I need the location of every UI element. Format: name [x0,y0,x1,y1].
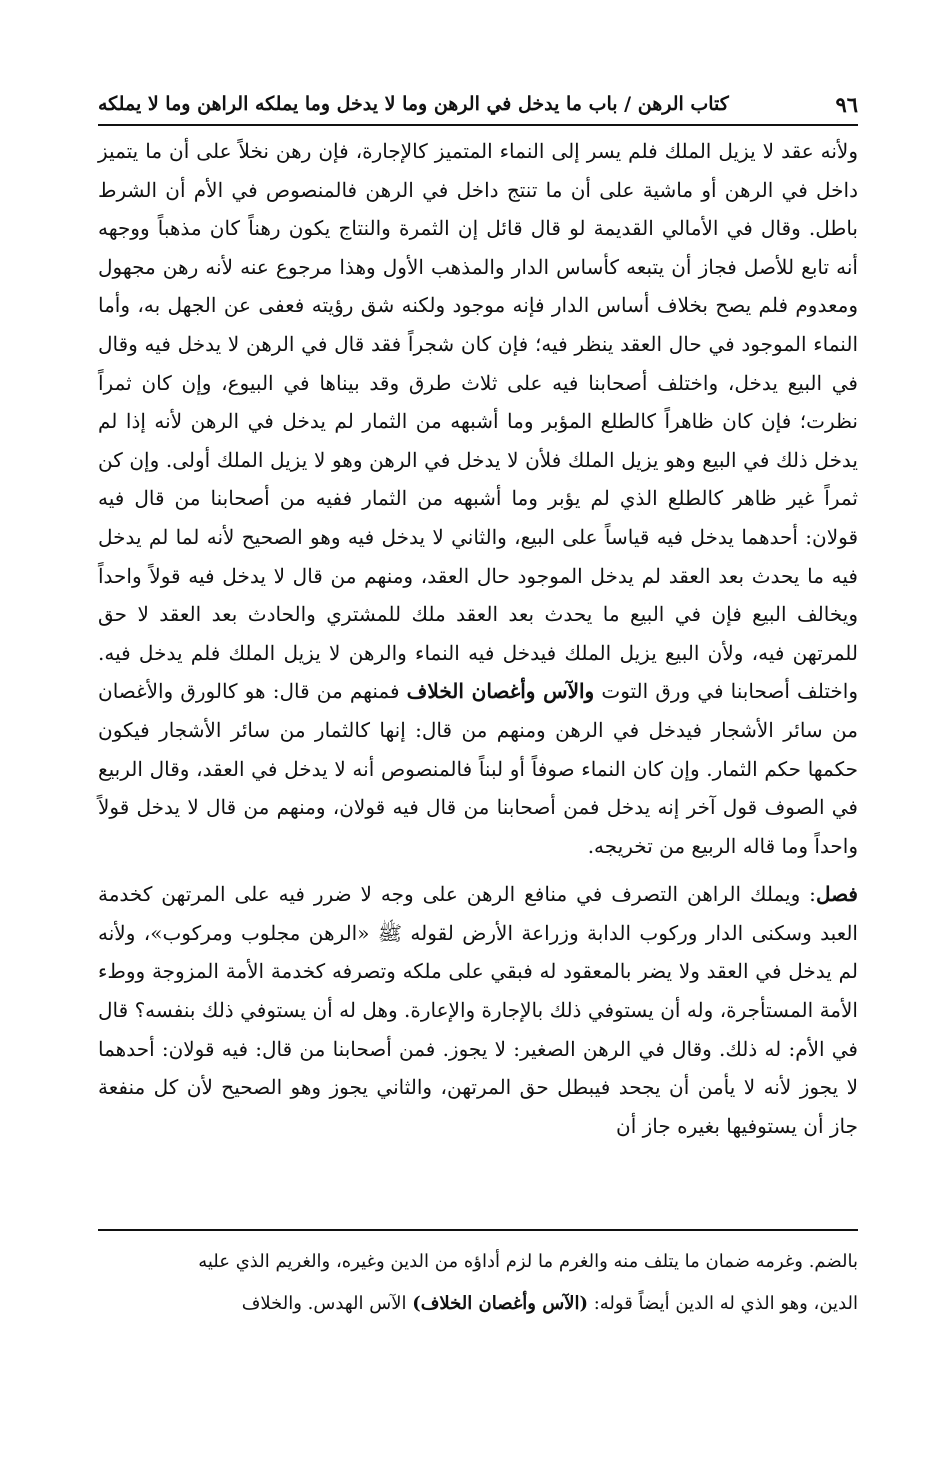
paragraph-2-text: : ويملك الراهن التصرف في منافع الرهن على وجه لا ضرر فيه على المرتهن كخدمة العبد وسكنى الدار وركوب الدابة وزراعة الأرض لقوله ﷺ «الرهن مجلوب ومركوب»، ولأنه لم يدخل في العقد ولا يضر بالمعقود له فبقي على ملكه وتصرفه كخدمة الأمة المزوجة ووطء الأمة المستأجرة، وله أن يستوفي ذلك بالإجارة والإعارة. وهل له أن يستوفي ذلك بنفسه؟ قال في الأم: له ذلك. وقال في الرهن الصغير: لا يجوز. فمن أصحابنا من قال: فيه قولان: أحدهما لا يجوز لأنه لا يأمن أن يجحد فيبطل حق المرتهن، والثاني يجوز وهو الصحيح لأن كل منفعة جاز أن يستوفيها بغيره جاز أن [98,882,858,1138]
paragraph-2 [98,875,858,1145]
paragraph-1-text-a: ولأنه عقد لا يزيل الملك فلم يسر إلى النماء المتميز كالإجارة، فإن رهن نخلاً على أن ما يتميز داخل في الرهن أو ماشية على أن ما تنتج داخل في الرهن فالمنصوص في الأم أن الشرط باطل. وقال في الأمالي القديمة لو قال قائل إن الثمرة والنتاج يكون رهناً كان مذهباً ووجهه أنه تابع للأصل فجاز أن يتبعه كأساس الدار والمذهب الأول وهذا مرجوع عنه لأنه رهن مجهول ومعدوم فلم يصح بخلاف أساس الدار فإنه موجود ولكنه شق رؤيته فعفى عن الجهل به، وأما النماء الموجود في حال العقد ينظر فيه؛ فإن كان شجراً فقد قال في الرهن لا يدخل فيه وقال في البيع يدخل، واختلف أصحابنا فيه على ثلاث طرق وقد بيناها في البيوع، وإن كان ثمراً نظرت؛ فإن كان ظاهراً كالطلع المؤبر وما أشبهه من الثمار لم يدخل في الرهن لأنه إذا لم يدخل ذلك في البيع وهو يزيل الملك فلأن لا يدخل في الرهن وهو لا يزيل الملك أولى. وإن كن ثمراً غير ظاهر كالطلع الذي لم يؤبر وما أشبهه من الثمار ففيه من أصحابنا من قال فيه قولان: أحدهما يدخل فيه قياساً على البيع، والثاني لا يدخل فيه وهو الصحيح لأنه لما لم يدخل فيه ما يحدث بعد العقد لم يدخل الموجود حال العقد، ومنهم من قال لا يدخل فيه قولاً واحداً ويخالف البيع فإن في البيع ما يحدث بعد العقد ملك للمشتري والحادث بعد العقد لا حق للمرتهن فيه، ولأن البيع يزيل الملك فيدخل فيه النماء والرهن لا يزيل الملك فلم يدخل فيه. واختلف أصحابنا في ورق التوت [98,139,858,704]
footnote-line-2 [98,1283,858,1325]
paragraph-1 [98,132,858,865]
footnotes [98,1241,858,1325]
page-number: ٩٦ [835,91,858,117]
footnote-line-1: بالضم. وغرمه ضمان ما يتلف منه والغرم ما لزم أداؤه من الدين وغيره، والغريم الذي عليه [198,1251,858,1272]
main-text [98,132,858,1145]
paragraph-1-text-b: فمنهم من قال: هو كالورق والأغصان من سائر الأشجار فيدخل في الرهن ومنهم من قال: إنها كالثمار من سائر الأشجار فيكون حكمها حكم الثمار. وإن كان النماء صوفاً أو لبناً فالمنصوص أنه لا يدخل في العقد، وقال الربيع في الصوف قول آخر إنه يدخل فمن أصحابنا من قال فيه قولان، ومنهم من قال لا يدخل قولاً واحداً وما قاله الربيع من تخريجه. [98,679,858,858]
footnote-divider [98,1229,858,1231]
section-heading: فصل [815,882,858,907]
footnote-bold-term: (الآس وأغصان الخلاف) [412,1293,588,1314]
footnote-line-2-text-b: الآس الهدس. والخلاف [241,1293,407,1314]
footnote-line-2-text-a: الدين، وهو الذي له الدين أيضاً قوله: [593,1293,858,1314]
page-header [98,84,858,126]
bold-term: والآس وأغصان الخلاف [406,679,595,704]
running-title: كتاب الرهن / باب ما يدخل في الرهن وما لا يدخل وما يملكه الراهن وما لا يملكه [98,93,729,115]
